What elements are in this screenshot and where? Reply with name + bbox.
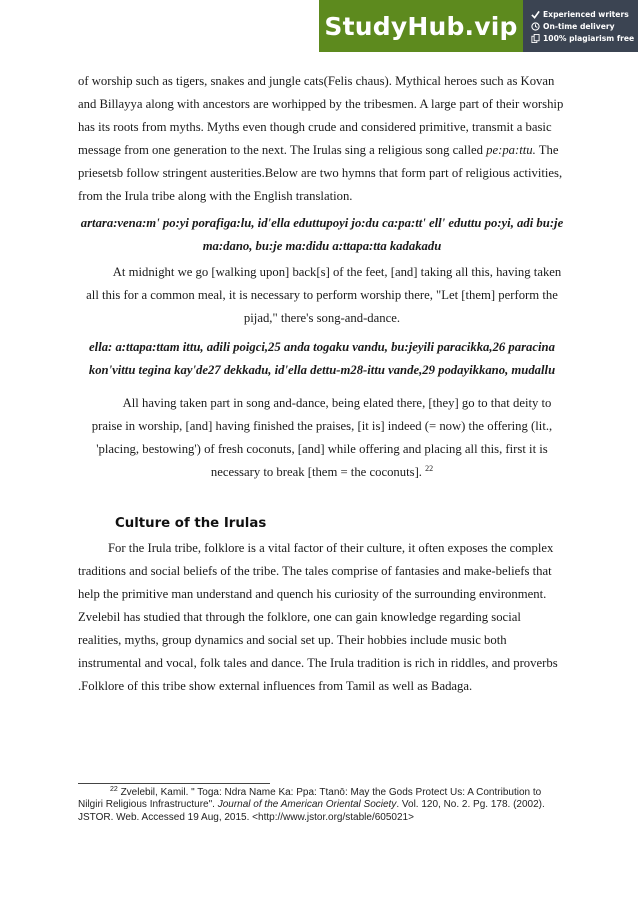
feature-label: Experienced writers [543, 9, 629, 19]
footnote [78, 787, 568, 824]
feature-label: On-time delivery [543, 21, 615, 31]
hymn-second: ella: a:ttapa:ttam ittu, adili poigci,25 anda togaku vandu, bu:jeyili paracikka,26 paracina kon'vittu tegina kay'de27 dekkadu, id'ella dettu-m28-ittu vande,29 podayikkano, mudallu [88, 340, 556, 377]
page-body [78, 70, 566, 698]
documents-icon [531, 34, 540, 43]
hymn-second-translation [78, 392, 566, 484]
paragraph-text: of worship such as tigers, snakes and jungle cats(Felis chaus). Mythical heroes such as Kovan and Billayya along with ancestors are worhipped by the tribesmen. A large part of their worship has its roots from myths. Myths even though crude and considered primitive, transmit a basic message from one generation to the next. The Irulas sing a religious song called [78, 74, 564, 157]
paragraph-text: The priesetsb follow stringent austerities.Below are two hymns that form part of religious activities, from the Irula tribe along with the English translation. [78, 143, 563, 203]
footnote-text: . Vol. 120, No. 2. Pg. 178. (2002). JSTOR. Web. Accessed 19 Aug, 2015. <http://www.jstor.org/stable/605021> [78, 799, 545, 823]
journal-title: Journal of the American Oriental Society [217, 799, 397, 811]
footnote-number: 22 [110, 785, 118, 793]
translation-text: All having taken part in song and-dance, being elated there, [they] go to that deity to praise in worship, [and] having finished the praises, [it is] indeed (= now) the offering (lit., 'placing, bestowing') of fresh coconuts, [and] while offering and placing all this, first it is necessary to break [them = the coconuts]. [91, 396, 553, 479]
song-term: pe:pa:ttu. [486, 143, 536, 157]
feature-plagiarism-free [531, 34, 634, 43]
feature-label: 100% plagiarism free [543, 33, 635, 43]
feature-on-time-delivery [531, 22, 634, 31]
hymn-first: artara:vena:m' po:yi porafiga:lu, id'ella eduttupoyi jo:du ca:pa:tt' ell' eduttu po:yi, adi bu:je ma:dano, bu:je ma:didu a:ttapa:tta kadakadu [80, 216, 564, 253]
footnote-reference[interactable]: 22 [425, 463, 434, 473]
hymn-first-translation: At midnight we go [walking upon] back[s] of the feet, [and] taking all this, having taken all this for a common meal, it is necessary to perform worship there, "Let [them] perform the pijad," there's song-and-dance. [86, 265, 562, 325]
clock-icon [531, 22, 540, 31]
footnote-divider [78, 783, 270, 784]
feature-list [523, 10, 634, 43]
body-paragraph-folklore: For the Irula tribe, folklore is a vital factor of their culture, it often exposes the complex traditions and social beliefs of the tribe. The tales comprise of fantasies and make-beliefs that help the primitive man understand and quench his curiosity of the surrounding environment. Zvelebil has studied that through the folklore, one can gain knowledge regarding social realities, myths, group dynamics and social set up. Their hobbies include music both instrumental and vocal, folk tales and dance. The Irula tradition is rich in riddles, and proverbs .Folklore of this tribe show external influences from Tamil as well as Badaga. [78, 541, 558, 693]
feature-experienced-writers [531, 10, 634, 19]
studyhub-logo[interactable]: StudyHub.vip [319, 0, 523, 52]
studyhub-banner[interactable] [319, 0, 638, 52]
section-heading: Culture of the Irulas [115, 516, 267, 531]
body-paragraph-worship [78, 70, 566, 208]
checkmark-icon [531, 10, 540, 19]
footnote-text: Zvelebil, Kamil. " Toga: Ndra Name Ka: Ppa: Ttanō: May the Gods Protect Us: A Contribution to Nilgiri Religious Infrastructure". [78, 787, 542, 811]
